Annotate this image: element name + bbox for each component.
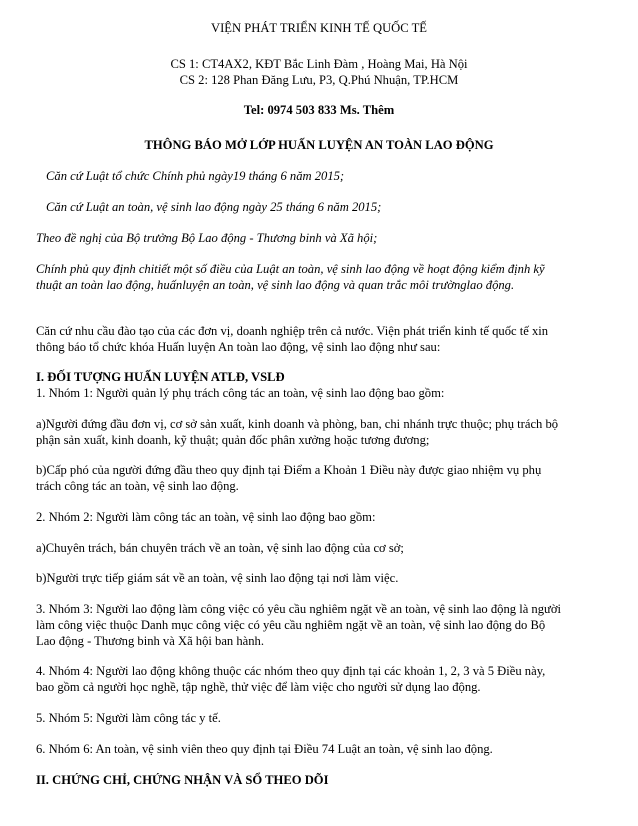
campus-2-address: CS 2: 128 Phan Đăng Lưu, P3, Q.Phú Nhuận, TP.HCM <box>179 73 459 87</box>
legal-basis-2: Căn cứ Luật an toàn, vệ sinh lao động ngày 25 tháng 6 năm 2015; <box>46 200 382 214</box>
group-1b-line-1: b)Cấp phó của người đứng đầu theo quy định tại Điểm a Khoản 1 Điều này được giao nhiệm vụ phụ <box>36 463 542 477</box>
legal-basis-4-line-1: Chính phủ quy định chitiết một số điều của Luật an toàn, vệ sinh lao động về hoạt động kiểm định kỹ <box>36 262 545 276</box>
group-1a-line-1: a)Người đứng đầu đơn vị, cơ sở sản xuất, kinh doanh và phòng, ban, chi nhánh trực thuộc; phụ trách bộ <box>36 417 559 431</box>
section-2-heading: II. CHỨNG CHỈ, CHỨNG NHẬN VÀ SỔ THEO DÕI <box>36 773 329 787</box>
section-1-heading: I. ĐỐI TƯỢNG HUẤN LUYỆN ATLĐ, VSLĐ <box>36 370 285 384</box>
group-5: 5. Nhóm 5: Người làm công tác y tế. <box>36 711 221 725</box>
contact-phone: Tel: 0974 503 833 Ms. Thêm <box>243 103 395 117</box>
group-1: 1. Nhóm 1: Người quản lý phụ trách công tác an toàn, vệ sinh lao động bao gồm: <box>36 386 445 400</box>
group-3-line-1: 3. Nhóm 3: Người lao động làm công việc có yêu cầu nghiêm ngặt về an toàn, vệ sinh lao động là người <box>36 602 562 616</box>
group-4-line-2: bao gồm cả người học nghề, tập nghề, thử việc để làm việc cho người sử dụng lao động. <box>36 680 481 694</box>
group-2: 2. Nhóm 2: Người làm công tác an toàn, vệ sinh lao động bao gồm: <box>36 510 376 524</box>
legal-basis-1: Căn cứ Luật tổ chức Chính phủ ngày19 tháng 6 năm 2015; <box>46 169 345 183</box>
group-3-line-2: làm công việc thuộc Danh mục công việc có yêu cầu nghiêm ngặt về an toàn, vệ sinh lao động do Bộ <box>36 618 546 632</box>
group-3-line-3: Lao động - Thương binh và Xã hội ban hành. <box>36 634 265 648</box>
intro-line-1: Căn cứ nhu cầu đào tạo của các đơn vị, doanh nghiệp trên cả nước. Viện phát triển kinh tế quốc tế xin <box>36 324 549 338</box>
group-1a-line-2: phận sản xuất, kinh doanh, kỹ thuật; quản đốc phân xưởng hoặc tương đương; <box>36 433 430 447</box>
group-1b-line-2: trách công tác an toàn, vệ sinh lao động. <box>36 479 239 493</box>
group-4-line-1: 4. Nhóm 4: Người lao động không thuộc các nhóm theo quy định tại các khoản 1, 2, 3 và 5 Điều này, <box>36 664 546 678</box>
group-2a: a)Chuyên trách, bán chuyên trách về an toàn, vệ sinh lao động của cơ sở; <box>36 541 404 555</box>
intro-line-2: thông báo tổ chức khóa Huấn luyện An toàn lao động, vệ sinh lao động như sau: <box>36 340 441 354</box>
legal-basis-4-line-2: thuật an toàn lao động, huấnluyện an toàn, vệ sinh lao động và quan trắc môi trườnglao động. <box>36 278 515 292</box>
org-name: VIỆN PHÁT TRIỂN KINH TẾ QUỐC TẾ <box>211 21 427 35</box>
campus-1-address: CS 1: CT4AX2, KĐT Bắc Linh Đàm , Hoàng Mai, Hà Nội <box>170 57 468 71</box>
group-6: 6. Nhóm 6: An toàn, vệ sinh viên theo quy định tại Điều 74 Luật an toàn, vệ sinh lao động. <box>36 742 493 756</box>
legal-basis-3: Theo đề nghị của Bộ trưởng Bộ Lao động - Thương binh và Xã hội; <box>36 231 378 245</box>
group-2b: b)Người trực tiếp giám sát về an toàn, vệ sinh lao động tại nơi làm việc. <box>36 571 399 585</box>
document-title: THÔNG BÁO MỞ LỚP HUẤN LUYỆN AN TOÀN LAO ĐỘNG <box>144 138 494 152</box>
